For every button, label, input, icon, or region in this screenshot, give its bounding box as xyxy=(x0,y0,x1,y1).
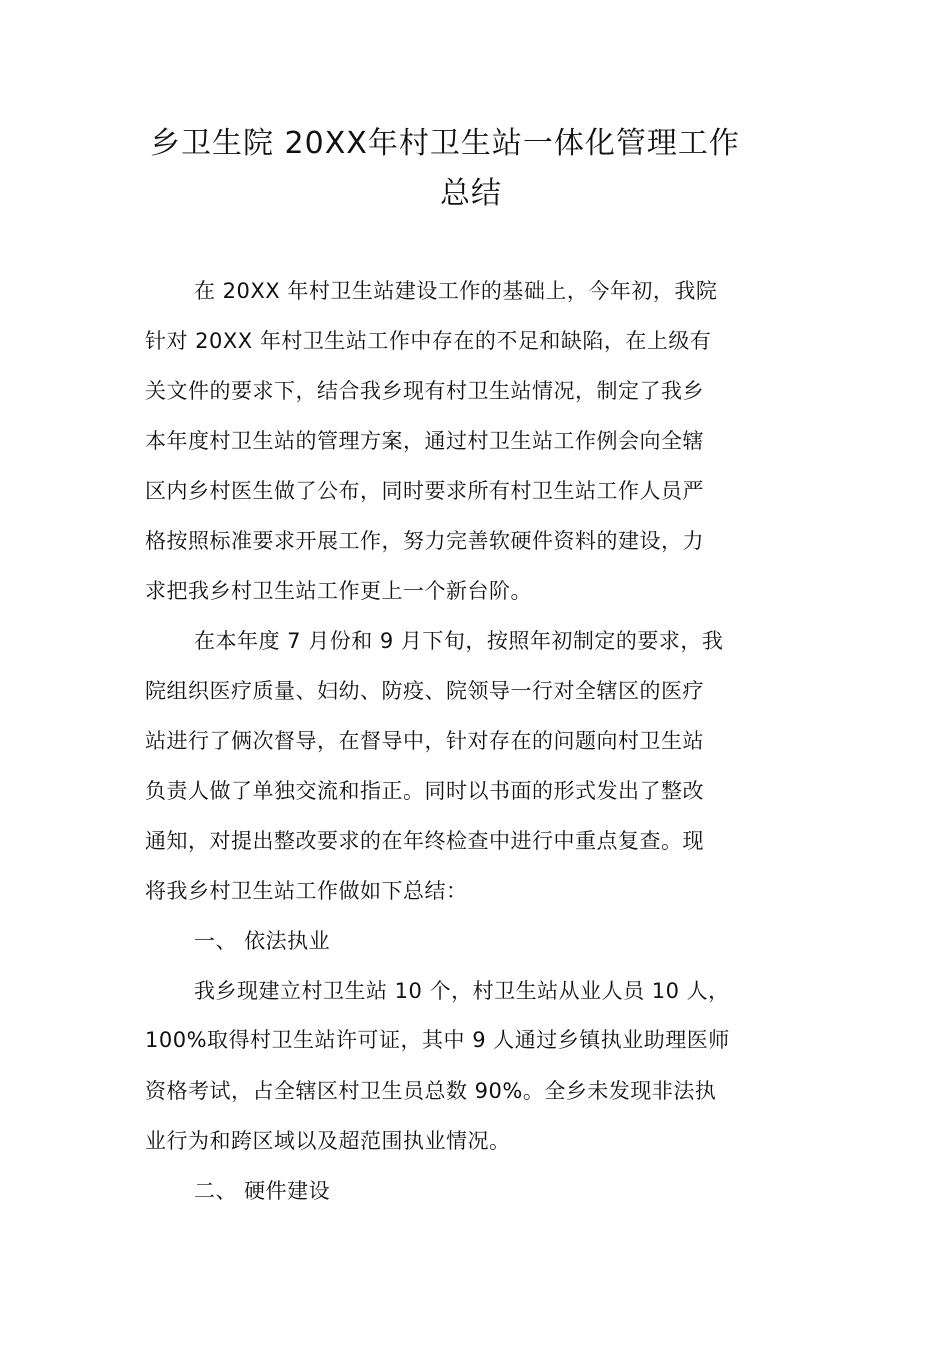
paragraph-2-line: 院组织医疗质量、妇幼、防疫、院领导一行对全辖区的医疗 xyxy=(145,679,704,703)
paragraph-1-line: 求把我乡村卫生站工作更上一个新台阶。 xyxy=(145,579,532,603)
document-title-line-1: 乡卫生院 20XX年村卫生站一体化管理工作 xyxy=(150,126,740,161)
section-heading-2: 二、 硬件建设 xyxy=(194,1179,331,1203)
paragraph-1-line: 本年度村卫生站的管理方案，通过村卫生站工作例会向全辖 xyxy=(145,429,704,453)
paragraph-2-line: 在本年度 7 月份和 9 月下旬，按照年初制定的要求，我 xyxy=(194,629,724,653)
paragraph-1-line: 针对 20XX 年村卫生站工作中存在的不足和缺陷，在上级有 xyxy=(145,329,712,353)
section-heading-1: 一、 依法执业 xyxy=(194,929,331,953)
paragraph-3-line: 我乡现建立村卫生站 10 个，村卫生站从业人员 10 人， xyxy=(194,979,730,1003)
paragraph-2-line: 站进行了俩次督导，在督导中，针对存在的问题向村卫生站 xyxy=(145,729,704,753)
paragraph-1-line: 区内乡村医生做了公布，同时要求所有村卫生站工作人员严 xyxy=(145,479,704,503)
paragraph-2-line: 负责人做了单独交流和指正。同时以书面的形式发出了整改 xyxy=(145,779,704,803)
paragraph-2-line: 将我乡村卫生站工作做如下总结： xyxy=(145,879,468,903)
paragraph-3-line: 100%取得村卫生站许可证，其中 9 人通过乡镇执业助理医师 xyxy=(145,1028,730,1052)
paragraph-1-line: 格按照标准要求开展工作，努力完善软硬件资料的建设，力 xyxy=(145,529,704,553)
paragraph-2-line: 通知，对提出整改要求的在年终检查中进行中重点复查。现 xyxy=(145,829,704,853)
paragraph-3-line: 资格考试，占全辖区村卫生员总数 90%。全乡未发现非法执 xyxy=(145,1079,717,1103)
paragraph-3-line: 业行为和跨区域以及超范围执业情况。 xyxy=(145,1129,511,1153)
document-title-line-2: 总结 xyxy=(440,176,502,211)
paragraph-1-line: 在 20XX 年村卫生站建设工作的基础上，今年初，我院 xyxy=(194,279,718,303)
paragraph-1-line: 关文件的要求下，结合我乡现有村卫生站情况，制定了我乡 xyxy=(145,379,704,403)
